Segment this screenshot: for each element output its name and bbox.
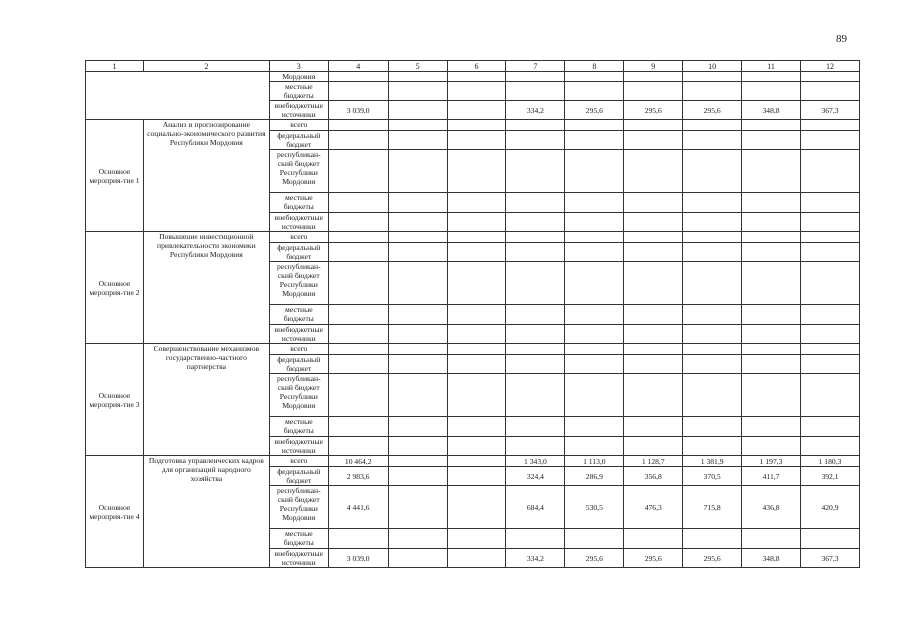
funding-source: федеральный бюджет <box>269 467 328 486</box>
value-cell <box>447 529 506 549</box>
value-cell <box>447 549 506 568</box>
value-cell: 4 441,6 <box>328 486 388 529</box>
value-cell: 476,3 <box>624 486 683 529</box>
value-cell <box>683 82 742 101</box>
value-cell: 530,5 <box>565 486 624 529</box>
value-cell <box>388 131 447 150</box>
value-cell <box>801 193 860 213</box>
value-cell <box>328 82 388 101</box>
value-cell: 1 113,0 <box>565 456 624 467</box>
column-header: 12 <box>801 61 860 72</box>
value-cell <box>801 213 860 232</box>
value-cell <box>565 120 624 131</box>
value-cell <box>388 467 447 486</box>
value-cell <box>742 82 801 101</box>
value-cell <box>801 325 860 344</box>
funding-table <box>85 60 860 568</box>
value-cell <box>624 131 683 150</box>
column-header: 7 <box>506 61 565 72</box>
value-cell <box>447 456 506 467</box>
value-cell <box>565 243 624 262</box>
value-cell <box>683 72 742 82</box>
value-cell <box>328 305 388 325</box>
value-cell <box>447 82 506 101</box>
value-cell <box>801 437 860 456</box>
value-cell <box>683 243 742 262</box>
value-cell <box>506 120 565 131</box>
value-cell <box>447 374 506 417</box>
value-cell <box>506 325 565 344</box>
value-cell: 370,5 <box>683 467 742 486</box>
value-cell <box>565 437 624 456</box>
value-cell: 3 039,0 <box>328 549 388 568</box>
value-cell <box>565 131 624 150</box>
table-row <box>86 456 860 467</box>
value-cell <box>742 305 801 325</box>
value-cell <box>447 437 506 456</box>
value-cell <box>624 529 683 549</box>
value-cell <box>624 344 683 355</box>
column-header: 3 <box>269 61 328 72</box>
value-cell <box>565 72 624 82</box>
value-cell: 1 381,9 <box>683 456 742 467</box>
value-cell <box>801 150 860 193</box>
page-number: 89 <box>836 33 847 45</box>
value-cell <box>328 437 388 456</box>
value-cell <box>447 355 506 374</box>
value-cell <box>447 486 506 529</box>
value-cell <box>447 243 506 262</box>
value-cell <box>447 344 506 355</box>
value-cell <box>565 305 624 325</box>
value-cell <box>506 344 565 355</box>
value-cell <box>506 150 565 193</box>
value-cell: 1 197,3 <box>742 456 801 467</box>
value-cell <box>506 374 565 417</box>
value-cell <box>565 232 624 243</box>
column-header: 1 <box>86 61 144 72</box>
value-cell <box>683 213 742 232</box>
value-cell <box>683 305 742 325</box>
value-cell <box>742 150 801 193</box>
value-cell <box>506 437 565 456</box>
value-cell: 392,1 <box>801 467 860 486</box>
value-cell <box>388 417 447 437</box>
value-cell: 295,6 <box>683 101 742 120</box>
value-cell: 420,9 <box>801 486 860 529</box>
value-cell: 348,8 <box>742 101 801 120</box>
funding-source: местные бюджеты <box>269 417 328 437</box>
value-cell <box>506 72 565 82</box>
value-cell <box>742 72 801 82</box>
value-cell <box>801 305 860 325</box>
value-cell <box>624 417 683 437</box>
value-cell <box>683 355 742 374</box>
funding-source: внебюджетные источники <box>269 213 328 232</box>
value-cell <box>328 529 388 549</box>
value-cell: 295,6 <box>683 549 742 568</box>
value-cell <box>624 193 683 213</box>
value-cell <box>624 325 683 344</box>
funding-source: республикан-ский бюджет Республики Мордовия <box>269 150 328 193</box>
value-cell <box>447 120 506 131</box>
funding-source: республикан-ский бюджет Республики Мордовия <box>269 374 328 417</box>
value-cell <box>447 467 506 486</box>
funding-source: всего <box>269 344 328 355</box>
value-cell <box>624 150 683 193</box>
value-cell <box>328 355 388 374</box>
value-cell <box>506 355 565 374</box>
value-cell <box>388 150 447 193</box>
value-cell: 1 180,3 <box>801 456 860 467</box>
value-cell <box>388 82 447 101</box>
value-cell <box>388 262 447 305</box>
value-cell <box>742 417 801 437</box>
column-header: 4 <box>328 61 388 72</box>
value-cell <box>388 213 447 232</box>
value-cell <box>328 262 388 305</box>
value-cell <box>624 355 683 374</box>
table-row <box>86 72 860 82</box>
value-cell <box>388 355 447 374</box>
measure-description: Анализ и прогнозирование социально-экономического развития Республики Мордовия <box>143 120 269 232</box>
value-cell <box>506 213 565 232</box>
value-cell <box>683 232 742 243</box>
value-cell <box>801 344 860 355</box>
value-cell <box>328 374 388 417</box>
value-cell: 348,8 <box>742 549 801 568</box>
value-cell <box>801 374 860 417</box>
value-cell <box>388 486 447 529</box>
value-cell <box>506 417 565 437</box>
value-cell <box>683 325 742 344</box>
measure-label: Основное мероприя-тие 2 <box>86 232 144 344</box>
value-cell <box>742 529 801 549</box>
value-cell <box>683 529 742 549</box>
value-cell <box>624 305 683 325</box>
header-row <box>86 61 860 72</box>
value-cell: 356,8 <box>624 467 683 486</box>
value-cell <box>683 374 742 417</box>
funding-source: всего <box>269 456 328 467</box>
value-cell <box>388 529 447 549</box>
value-cell <box>801 262 860 305</box>
value-cell <box>565 150 624 193</box>
value-cell <box>447 305 506 325</box>
value-cell <box>506 193 565 213</box>
value-cell: 286,9 <box>565 467 624 486</box>
value-cell <box>801 243 860 262</box>
table-row <box>86 232 860 243</box>
measure-label: Основное мероприя-тие 4 <box>86 456 144 568</box>
value-cell <box>328 417 388 437</box>
value-cell: 715,8 <box>683 486 742 529</box>
funding-source: местные бюджеты <box>269 529 328 549</box>
value-cell <box>565 355 624 374</box>
value-cell: 295,6 <box>565 101 624 120</box>
value-cell: 334,2 <box>506 549 565 568</box>
value-cell <box>328 232 388 243</box>
value-cell <box>624 374 683 417</box>
funding-source: внебюджетные источники <box>269 101 328 120</box>
value-cell <box>328 72 388 82</box>
value-cell <box>506 82 565 101</box>
value-cell <box>742 120 801 131</box>
column-header: 2 <box>143 61 269 72</box>
value-cell <box>388 305 447 325</box>
value-cell: 367,3 <box>801 101 860 120</box>
value-cell <box>801 529 860 549</box>
value-cell <box>388 72 447 82</box>
value-cell <box>742 131 801 150</box>
value-cell <box>565 213 624 232</box>
value-cell <box>742 344 801 355</box>
value-cell <box>624 82 683 101</box>
value-cell: 324,4 <box>506 467 565 486</box>
value-cell <box>624 213 683 232</box>
value-cell <box>388 120 447 131</box>
value-cell <box>388 325 447 344</box>
value-cell <box>683 344 742 355</box>
value-cell: 334,2 <box>506 101 565 120</box>
value-cell <box>742 243 801 262</box>
value-cell <box>447 131 506 150</box>
value-cell <box>447 72 506 82</box>
funding-source: местные бюджеты <box>269 305 328 325</box>
value-cell <box>742 355 801 374</box>
value-cell <box>506 243 565 262</box>
funding-source: местные бюджеты <box>269 193 328 213</box>
value-cell <box>328 344 388 355</box>
value-cell: 295,6 <box>565 549 624 568</box>
value-cell <box>565 344 624 355</box>
value-cell <box>742 374 801 417</box>
value-cell <box>447 101 506 120</box>
measure-label: Основное мероприя-тие 3 <box>86 344 144 456</box>
funding-source: Мордовия <box>269 72 328 82</box>
value-cell <box>388 243 447 262</box>
value-cell: 367,3 <box>801 549 860 568</box>
value-cell <box>683 437 742 456</box>
value-cell <box>565 374 624 417</box>
value-cell <box>683 120 742 131</box>
funding-source: всего <box>269 232 328 243</box>
funding-source: внебюджетные источники <box>269 325 328 344</box>
value-cell <box>683 193 742 213</box>
value-cell <box>447 213 506 232</box>
column-header: 5 <box>388 61 447 72</box>
column-header: 6 <box>447 61 506 72</box>
value-cell <box>683 417 742 437</box>
value-cell <box>447 150 506 193</box>
value-cell: 295,6 <box>624 101 683 120</box>
value-cell <box>328 120 388 131</box>
value-cell: 684,4 <box>506 486 565 529</box>
value-cell <box>506 529 565 549</box>
value-cell <box>447 417 506 437</box>
value-cell <box>506 262 565 305</box>
value-cell <box>683 262 742 305</box>
funding-source: всего <box>269 120 328 131</box>
funding-source: федеральный бюджет <box>269 131 328 150</box>
value-cell <box>683 131 742 150</box>
value-cell <box>801 120 860 131</box>
value-cell <box>801 82 860 101</box>
value-cell <box>328 150 388 193</box>
value-cell <box>388 232 447 243</box>
value-cell <box>565 325 624 344</box>
value-cell <box>742 325 801 344</box>
column-header: 9 <box>624 61 683 72</box>
value-cell <box>388 374 447 417</box>
value-cell <box>388 193 447 213</box>
value-cell <box>447 262 506 305</box>
value-cell <box>565 262 624 305</box>
value-cell <box>683 150 742 193</box>
value-cell <box>328 213 388 232</box>
table-row <box>86 120 860 131</box>
value-cell <box>624 243 683 262</box>
value-cell <box>328 193 388 213</box>
funding-source: внебюджетные источники <box>269 437 328 456</box>
value-cell: 411,7 <box>742 467 801 486</box>
value-cell <box>801 232 860 243</box>
value-cell <box>388 437 447 456</box>
value-cell <box>328 131 388 150</box>
value-cell: 295,6 <box>624 549 683 568</box>
value-cell: 1 128,7 <box>624 456 683 467</box>
value-cell <box>801 355 860 374</box>
value-cell <box>328 325 388 344</box>
value-cell <box>624 437 683 456</box>
column-header: 10 <box>683 61 742 72</box>
value-cell <box>801 72 860 82</box>
value-cell <box>565 529 624 549</box>
value-cell <box>624 262 683 305</box>
value-cell <box>742 232 801 243</box>
funding-source: внебюджетные источники <box>269 549 328 568</box>
measure-description: Повышение инвестиционной привлекательности экономики Республики Мордовия <box>143 232 269 344</box>
value-cell <box>388 101 447 120</box>
column-header: 8 <box>565 61 624 72</box>
measure-description: Совершенствование механизмов государственно-частного партнерства <box>143 344 269 456</box>
value-cell: 1 343,0 <box>506 456 565 467</box>
value-cell <box>388 344 447 355</box>
funding-source: федеральный бюджет <box>269 355 328 374</box>
measure-description: Подготовка управленческих кадров для организаций народного хозяйства <box>143 456 269 568</box>
value-cell: 2 983,6 <box>328 467 388 486</box>
funding-source: федеральный бюджет <box>269 243 328 262</box>
value-cell <box>742 193 801 213</box>
value-cell <box>801 131 860 150</box>
value-cell <box>565 82 624 101</box>
value-cell <box>742 262 801 305</box>
value-cell <box>742 437 801 456</box>
funding-source: местные бюджеты <box>269 82 328 101</box>
value-cell <box>506 305 565 325</box>
value-cell: 10 464,2 <box>328 456 388 467</box>
value-cell <box>742 213 801 232</box>
measure-label-cell <box>86 72 270 120</box>
value-cell <box>447 325 506 344</box>
value-cell <box>447 232 506 243</box>
value-cell: 436,8 <box>742 486 801 529</box>
measure-label: Основное мероприя-тие 1 <box>86 120 144 232</box>
value-cell: 3 039,0 <box>328 101 388 120</box>
funding-source: республикан-ский бюджет Республики Мордовия <box>269 486 328 529</box>
value-cell <box>565 417 624 437</box>
value-cell <box>506 232 565 243</box>
value-cell <box>506 131 565 150</box>
value-cell <box>447 193 506 213</box>
value-cell <box>624 232 683 243</box>
value-cell <box>388 456 447 467</box>
value-cell <box>565 193 624 213</box>
value-cell <box>624 72 683 82</box>
value-cell <box>328 243 388 262</box>
value-cell <box>388 549 447 568</box>
funding-source: республикан-ский бюджет Республики Мордовия <box>269 262 328 305</box>
value-cell <box>624 120 683 131</box>
column-header: 11 <box>742 61 801 72</box>
value-cell <box>801 417 860 437</box>
table-row <box>86 344 860 355</box>
